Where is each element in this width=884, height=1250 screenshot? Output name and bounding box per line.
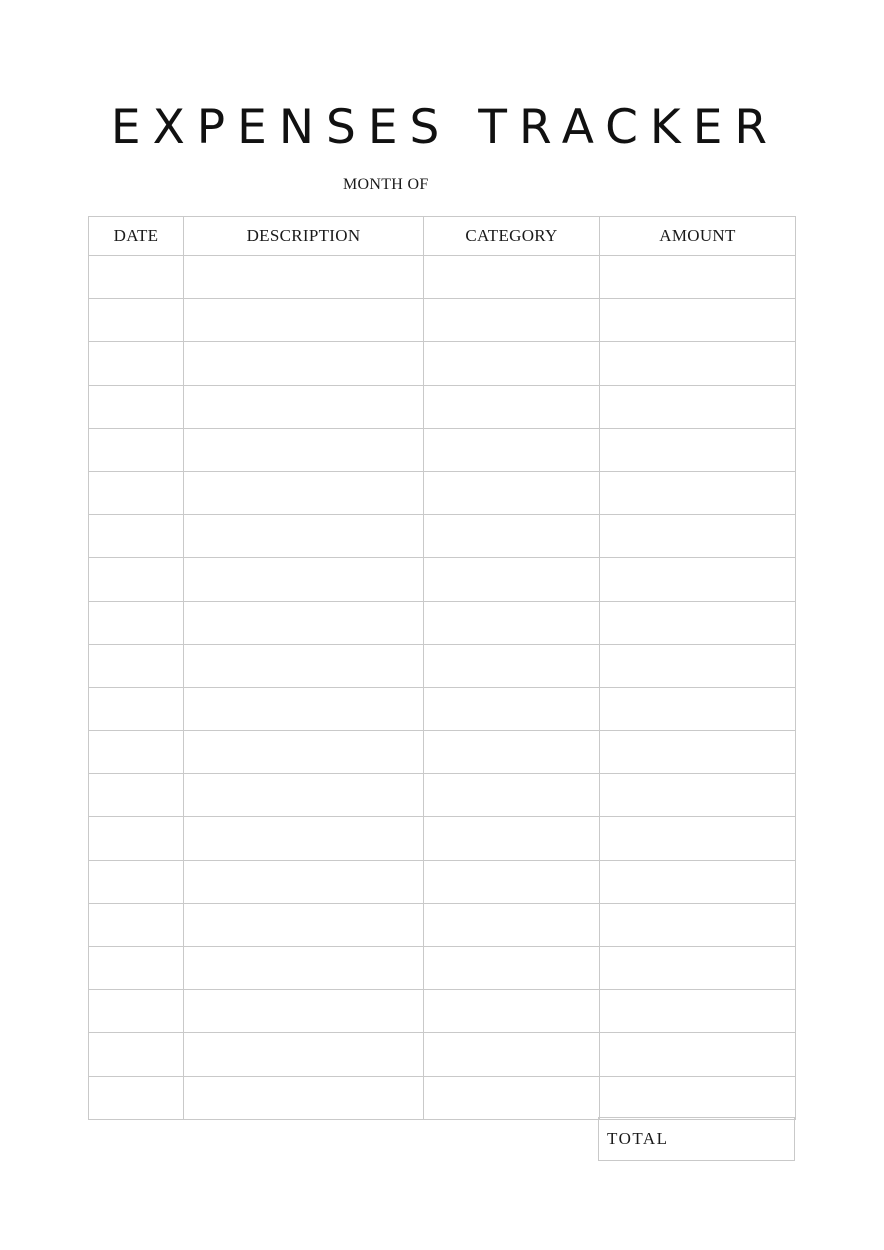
date-cell[interactable] — [89, 385, 184, 428]
category-cell[interactable] — [424, 860, 600, 903]
date-cell[interactable] — [89, 990, 184, 1033]
amount-cell[interactable] — [600, 1076, 796, 1119]
date-cell[interactable] — [89, 256, 184, 299]
table-body — [89, 256, 796, 1120]
table-row — [89, 385, 796, 428]
table-row — [89, 817, 796, 860]
amount-cell[interactable] — [600, 644, 796, 687]
amount-cell[interactable] — [600, 515, 796, 558]
category-cell[interactable] — [424, 774, 600, 817]
date-cell[interactable] — [89, 601, 184, 644]
amount-cell[interactable] — [600, 601, 796, 644]
description-cell[interactable] — [184, 903, 424, 946]
category-cell[interactable] — [424, 947, 600, 990]
table-row — [89, 558, 796, 601]
description-cell[interactable] — [184, 644, 424, 687]
amount-cell[interactable] — [600, 817, 796, 860]
table-row — [89, 860, 796, 903]
date-cell[interactable] — [89, 471, 184, 514]
date-cell[interactable] — [89, 1033, 184, 1076]
category-cell[interactable] — [424, 558, 600, 601]
date-cell[interactable] — [89, 299, 184, 342]
category-cell[interactable] — [424, 687, 600, 730]
table-row — [89, 731, 796, 774]
date-cell[interactable] — [89, 515, 184, 558]
description-cell[interactable] — [184, 471, 424, 514]
category-cell[interactable] — [424, 385, 600, 428]
description-cell[interactable] — [184, 385, 424, 428]
category-cell[interactable] — [424, 515, 600, 558]
date-cell[interactable] — [89, 903, 184, 946]
category-cell[interactable] — [424, 299, 600, 342]
table-row — [89, 947, 796, 990]
category-cell[interactable] — [424, 1033, 600, 1076]
table-row — [89, 299, 796, 342]
description-cell[interactable] — [184, 731, 424, 774]
amount-cell[interactable] — [600, 990, 796, 1033]
date-cell[interactable] — [89, 774, 184, 817]
description-cell[interactable] — [184, 299, 424, 342]
amount-cell[interactable] — [600, 731, 796, 774]
date-cell[interactable] — [89, 731, 184, 774]
table-row — [89, 601, 796, 644]
table-row — [89, 256, 796, 299]
category-cell[interactable] — [424, 1076, 600, 1119]
date-cell[interactable] — [89, 428, 184, 471]
category-cell[interactable] — [424, 644, 600, 687]
amount-cell[interactable] — [600, 860, 796, 903]
table-row — [89, 903, 796, 946]
description-cell[interactable] — [184, 774, 424, 817]
amount-cell[interactable] — [600, 687, 796, 730]
header-category: CATEGORY — [424, 217, 600, 256]
category-cell[interactable] — [424, 342, 600, 385]
total-label: TOTAL — [607, 1129, 669, 1148]
description-cell[interactable] — [184, 687, 424, 730]
amount-cell[interactable] — [600, 1033, 796, 1076]
table-header-row — [89, 217, 796, 256]
table-row — [89, 990, 796, 1033]
description-cell[interactable] — [184, 1076, 424, 1119]
header-description: DESCRIPTION — [184, 217, 424, 256]
table-row — [89, 428, 796, 471]
table-row — [89, 471, 796, 514]
category-cell[interactable] — [424, 428, 600, 471]
date-cell[interactable] — [89, 644, 184, 687]
page-title: EXPENSES TRACKER — [110, 100, 780, 155]
category-cell[interactable] — [424, 601, 600, 644]
table-row — [89, 342, 796, 385]
amount-cell[interactable] — [600, 558, 796, 601]
amount-cell[interactable] — [600, 256, 796, 299]
month-of-label: MONTH OF — [343, 176, 429, 193]
header-date: DATE — [89, 217, 184, 256]
category-cell[interactable] — [424, 990, 600, 1033]
amount-cell[interactable] — [600, 471, 796, 514]
date-cell[interactable] — [89, 558, 184, 601]
description-cell[interactable] — [184, 515, 424, 558]
category-cell[interactable] — [424, 817, 600, 860]
date-cell[interactable] — [89, 947, 184, 990]
amount-cell[interactable] — [600, 385, 796, 428]
table-row — [89, 1033, 796, 1076]
table-row — [89, 774, 796, 817]
amount-cell[interactable] — [600, 342, 796, 385]
date-cell[interactable] — [89, 860, 184, 903]
description-cell[interactable] — [184, 990, 424, 1033]
category-cell[interactable] — [424, 903, 600, 946]
description-cell[interactable] — [184, 817, 424, 860]
amount-cell[interactable] — [600, 903, 796, 946]
table-row — [89, 687, 796, 730]
date-cell[interactable] — [89, 687, 184, 730]
table-row — [89, 1076, 796, 1119]
total-cell — [598, 1117, 795, 1161]
description-cell[interactable] — [184, 1033, 424, 1076]
table-row — [89, 515, 796, 558]
amount-cell[interactable] — [600, 299, 796, 342]
expenses-table — [88, 216, 796, 1120]
table-row — [89, 644, 796, 687]
description-cell[interactable] — [184, 342, 424, 385]
description-cell[interactable] — [184, 601, 424, 644]
description-cell[interactable] — [184, 256, 424, 299]
category-cell[interactable] — [424, 256, 600, 299]
date-cell[interactable] — [89, 342, 184, 385]
category-cell[interactable] — [424, 471, 600, 514]
amount-cell[interactable] — [600, 947, 796, 990]
date-cell[interactable] — [89, 817, 184, 860]
description-cell[interactable] — [184, 947, 424, 990]
header-amount: AMOUNT — [600, 217, 796, 256]
description-cell[interactable] — [184, 558, 424, 601]
amount-cell[interactable] — [600, 428, 796, 471]
description-cell[interactable] — [184, 860, 424, 903]
description-cell[interactable] — [184, 428, 424, 471]
category-cell[interactable] — [424, 731, 600, 774]
date-cell[interactable] — [89, 1076, 184, 1119]
amount-cell[interactable] — [600, 774, 796, 817]
